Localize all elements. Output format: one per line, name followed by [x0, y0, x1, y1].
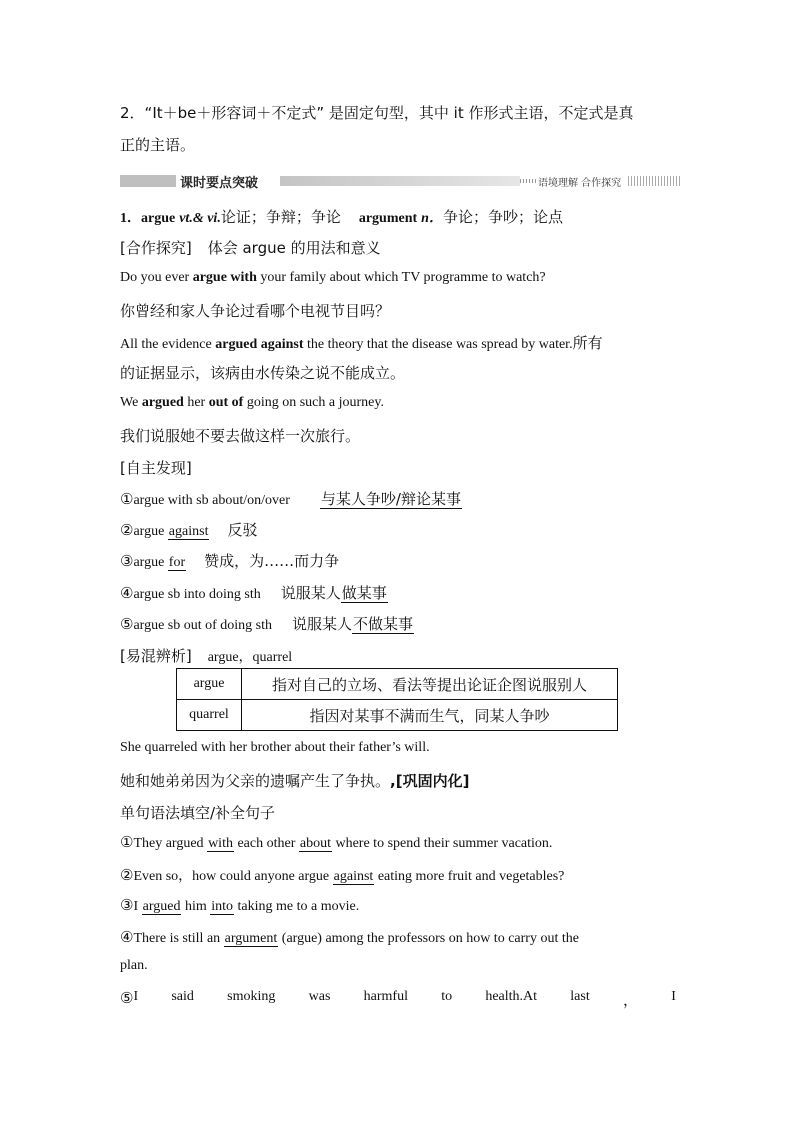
example-text: going on such a journey. [243, 395, 384, 410]
discover-item-2 [120, 519, 257, 540]
answer-blank: argued [142, 899, 181, 914]
question-text: taking me to a movie. [234, 899, 360, 914]
item-text: argue sb into doing sth [133, 587, 261, 602]
question-word: said [171, 989, 194, 1004]
discover-label: [自主发现] [120, 459, 192, 477]
example-1-en [120, 270, 546, 286]
confuse-line [120, 645, 292, 666]
practice-q4-line-2: plan. [120, 958, 148, 973]
item-number: 1． [120, 211, 141, 226]
example-text: her [183, 395, 209, 410]
item-answer: 做某事 [341, 584, 387, 602]
question-word: I [133, 989, 139, 1004]
note-2-line-1: 2．“It＋be＋形容词＋不定式” 是固定句型，其中 it 作形式主语，不定式是真 [120, 104, 634, 122]
example-2-cn: 的证据显示，该病由水传染之说不能成立。 [120, 364, 406, 382]
table-word: quarrel [177, 700, 242, 731]
question-text: I [133, 899, 142, 914]
question-marker: ① [120, 833, 134, 851]
practice-title: 单句语法填空/补全句子 [120, 804, 276, 822]
practice-q2 [120, 865, 564, 885]
question-marker: ④ [120, 928, 134, 946]
item-answer: against [168, 524, 209, 539]
example-4-cn: 她和她弟弟因为父亲的遗嘱产生了争执。 [120, 772, 391, 790]
question-word: ， [622, 991, 638, 1009]
question-marker: ⑤ [120, 989, 134, 1007]
question-text: him [181, 899, 211, 914]
banner-gradient-bar [280, 176, 520, 186]
item-meaning: 反驳 [227, 521, 258, 539]
example-4-en: She quarreled with her brother about their father’s will. [120, 740, 430, 755]
question-word: harmful [363, 989, 408, 1004]
item-text: argue sb out of doing sth [133, 618, 273, 633]
table-row [177, 669, 618, 700]
item-meaning: 说服某人 [292, 615, 353, 633]
example-3-en [120, 395, 384, 411]
headword-pos: vt.& vi. [179, 211, 221, 226]
item-answer: 与某人争吵/辩论某事 [320, 490, 461, 508]
headword-meaning: 论证；争辩；争论 [220, 208, 341, 226]
derived-word: argument [358, 211, 418, 226]
example-1-cn: 你曾经和家人争论过看哪个电视节目吗？ [120, 302, 391, 320]
question-text: Even so，how could anyone argue [133, 869, 333, 884]
item-marker: ② [120, 521, 134, 539]
question-text: eating more fruit and vegetables? [374, 869, 565, 884]
question-text: There is still an [133, 931, 224, 946]
practice-q3 [120, 896, 359, 915]
question-word: last [570, 989, 590, 1004]
banner-dots [520, 179, 536, 183]
item-marker: ④ [120, 584, 134, 602]
question-marker: ② [120, 866, 134, 884]
item-text: argue with sb about/on/over [133, 493, 290, 508]
question-text: where to spend their summer vacation. [331, 836, 553, 851]
comparison-table [176, 668, 618, 731]
item-meaning: 赞成，为……而力争 [204, 552, 340, 570]
example-text: We [120, 395, 142, 410]
item-meaning: 说服某人 [280, 584, 341, 602]
banner-left-bar [120, 175, 176, 187]
example-keyword: argued against [215, 337, 304, 352]
banner-stripes [628, 176, 680, 186]
discover-item-4 [120, 582, 388, 603]
item-answer: 不做某事 [353, 615, 414, 633]
item-text: argue [133, 524, 168, 539]
example-keyword: out of [208, 395, 244, 410]
example-text: Do you ever [120, 270, 193, 285]
example-keyword: argue with [192, 270, 257, 285]
question-text: each other [233, 836, 299, 851]
question-text: (argue) among the professors on how to carry out the [278, 931, 579, 946]
question-word: smoking [227, 989, 276, 1004]
explore-line [120, 237, 381, 258]
example-4-cn-line [120, 770, 469, 791]
consolidate-label: ,[巩固内化] [390, 772, 470, 790]
note-2-line-2: 正的主语。 [120, 136, 196, 154]
answer-blank: against [333, 869, 374, 884]
answer-blank: into [211, 899, 234, 914]
table-meaning: 指因对某事不满而生气，同某人争吵 [242, 700, 618, 731]
derived-word-meaning: 争论；争吵；论点 [442, 208, 563, 226]
table-word: argue [177, 669, 242, 700]
answer-blank: about [299, 836, 331, 851]
practice-q5 [120, 989, 676, 1010]
item-marker: ① [120, 490, 134, 508]
banner-title: 课时要点突破 [180, 176, 259, 191]
example-keyword: argued [141, 395, 184, 410]
table-row [177, 700, 618, 731]
question-word: was [308, 989, 331, 1004]
confuse-label: [易混辨析] [120, 647, 192, 665]
headword: argue [141, 211, 176, 226]
example-cn-tail: 所有 [572, 334, 603, 352]
discover-item-5 [120, 613, 414, 634]
section-banner [120, 172, 680, 190]
explore-text: 体会 argue 的用法和意义 [207, 239, 381, 257]
item-text: argue [133, 555, 168, 570]
item-marker: ③ [120, 552, 134, 570]
table-meaning: 指对自己的立场、看法等提出论证企图说服别人 [242, 669, 618, 700]
derived-word-pos: n． [421, 211, 443, 226]
question-word: to [441, 989, 453, 1004]
explore-label: [合作探究] [120, 239, 192, 257]
example-2-en [120, 332, 603, 353]
discover-item-1 [120, 488, 462, 509]
example-text: All the evidence [120, 337, 216, 352]
example-text: the theory that the disease was spread by water. [303, 337, 573, 352]
example-text: your family about which TV programme to watch? [256, 270, 546, 285]
item-1-heading [120, 206, 563, 227]
question-text: They argued [133, 836, 208, 851]
question-word: I [671, 989, 676, 1004]
answer-blank: with [208, 836, 233, 851]
banner-subtitle: 语境理解 合作探究 [538, 178, 622, 189]
discover-item-3 [120, 550, 339, 571]
example-3-cn: 我们说服她不要去做这样一次旅行。 [120, 427, 361, 445]
practice-q1 [120, 833, 552, 852]
answer-blank: argument [224, 931, 278, 946]
item-marker: ⑤ [120, 615, 134, 633]
item-answer: for [168, 555, 186, 570]
question-marker: ③ [120, 896, 134, 914]
practice-q4 [120, 928, 579, 947]
confuse-words: argue，quarrel [207, 650, 293, 665]
question-word: health.At [485, 989, 538, 1004]
